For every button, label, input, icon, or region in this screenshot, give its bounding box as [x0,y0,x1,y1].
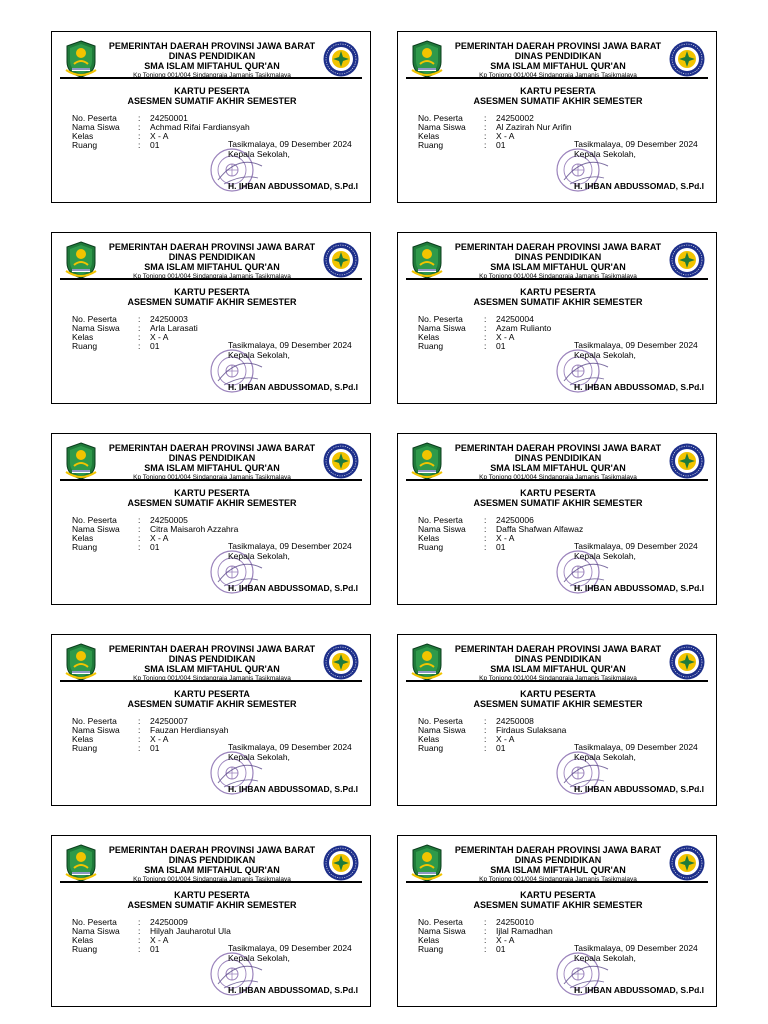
field-label: Ruang [418,140,444,150]
field-label: Kelas [418,131,440,141]
field-label: No. Peserta [418,113,463,123]
field-label: No. Peserta [418,515,463,525]
field-label: No. Peserta [418,716,463,726]
field-label: Ruang [72,140,98,150]
school-logo-icon [668,442,706,480]
school-address: Kp Tonjong 001/004 Sindangraja Jamanis Tasikmalaya [133,675,291,682]
field-ruang [72,744,228,753]
school-name: SMA ISLAM MIFTAHUL QUR'AN [144,262,280,272]
field-colon: : [138,533,141,543]
card-title [398,891,718,910]
school-header [104,845,320,884]
school-name: SMA ISLAM MIFTAHUL QUR'AN [490,61,626,71]
card-title [52,87,372,106]
field-label: Ruang [72,341,98,351]
signature-block [574,542,698,561]
participant-number: 24250007 [150,716,188,726]
field-colon: : [484,716,487,726]
card-title [52,489,372,508]
school-logo-icon [668,643,706,681]
west-java-emblem-icon [64,844,98,882]
participant-number: 24250002 [496,113,534,123]
room-value: 01 [496,341,506,351]
participant-fields [418,717,566,753]
field-colon: : [138,140,141,150]
field-colon: : [138,314,141,324]
school-header [104,41,320,80]
field-label: No. Peserta [72,314,117,324]
field-colon: : [484,341,487,351]
school-header [450,644,666,683]
participant-card [51,835,371,1007]
field-colon: : [484,323,487,333]
participant-fields [418,114,572,150]
field-label: Kelas [418,533,440,543]
field-label: Kelas [72,332,94,342]
school-header [104,443,320,482]
place-date: Tasikmalaya, 09 Desember 2024 [228,943,352,953]
student-name: Al Zazirah Nur Arifin [496,122,572,132]
government-name: PEMERINTAH DAERAH PROVINSI JAWA BARAT [454,41,662,51]
field-label: Kelas [72,533,94,543]
participant-fields [418,918,553,954]
field-colon: : [138,131,141,141]
card-title-line2: ASESMEN SUMATIF AKHIR SEMESTER [127,698,297,709]
department-name: DINAS PENDIDIKAN [514,453,602,463]
department-name: DINAS PENDIDIKAN [168,252,256,262]
participant-number: 24250006 [496,515,534,525]
school-logo-icon [322,442,360,480]
signer-name: H. IHBAN ABDUSSOMAD, S.Pd.I [228,382,359,392]
field-colon: : [138,926,141,936]
signature-block [228,743,352,762]
department-name: DINAS PENDIDIKAN [168,855,256,865]
field-label: Nama Siswa [418,926,466,936]
school-address: Kp Tonjong 001/004 Sindangraja Jamanis Tasikmalaya [479,876,637,883]
participant-number: 24250010 [496,917,534,927]
header-divider [60,680,362,682]
card-title-line1: KARTU PESERTA [174,488,250,498]
class-value: X - A [150,734,169,744]
field-colon: : [484,917,487,927]
card-title-line2: ASESMEN SUMATIF AKHIR SEMESTER [473,899,643,910]
field-colon: : [138,332,141,342]
field-colon: : [484,926,487,936]
signer-role: Kepala Sekolah, [574,550,636,561]
card-title-line1: KARTU PESERTA [520,488,596,498]
header-divider [406,881,708,883]
field-label: Nama Siswa [418,122,466,132]
place-date: Tasikmalaya, 09 Desember 2024 [574,139,698,149]
signer-role: Kepala Sekolah, [574,952,636,963]
field-label: Kelas [418,734,440,744]
signer-role: Kepala Sekolah, [228,550,290,561]
school-name: SMA ISLAM MIFTAHUL QUR'AN [144,664,280,674]
field-label: Nama Siswa [72,725,120,735]
student-name: Daffa Shafwan Alfawaz [496,524,584,534]
student-name: Achmad Rifai Fardiansyah [150,122,250,132]
field-label: Ruang [418,944,444,954]
header-divider [406,77,708,79]
field-ruang [72,342,198,351]
field-label: No. Peserta [72,917,117,927]
card-title-line2: ASESMEN SUMATIF AKHIR SEMESTER [127,95,297,106]
school-address: Kp Tonjong 001/004 Sindangraja Jamanis Tasikmalaya [133,273,291,280]
school-name: SMA ISLAM MIFTAHUL QUR'AN [144,463,280,473]
room-value: 01 [150,743,160,753]
field-ruang [418,342,551,351]
field-colon: : [138,113,141,123]
department-name: DINAS PENDIDIKAN [514,252,602,262]
header-divider [60,77,362,79]
west-java-emblem-icon [410,241,444,279]
signer-role: Kepala Sekolah, [574,751,636,762]
signer-role: Kepala Sekolah, [228,952,290,963]
card-title-line1: KARTU PESERTA [520,287,596,297]
class-value: X - A [496,935,515,945]
place-date: Tasikmalaya, 09 Desember 2024 [574,340,698,350]
school-address: Kp Tonjong 001/004 Sindangraja Jamanis Tasikmalaya [479,273,637,280]
government-name: PEMERINTAH DAERAH PROVINSI JAWA BARAT [108,845,316,855]
card-title-line1: KARTU PESERTA [174,689,250,699]
field-colon: : [484,725,487,735]
school-address: Kp Tonjong 001/004 Sindangraja Jamanis Tasikmalaya [133,876,291,883]
card-title-line2: ASESMEN SUMATIF AKHIR SEMESTER [473,698,643,709]
place-date: Tasikmalaya, 09 Desember 2024 [228,340,352,350]
place-date: Tasikmalaya, 09 Desember 2024 [228,541,352,551]
school-address: Kp Tonjong 001/004 Sindangraja Jamanis Tasikmalaya [133,474,291,481]
signer-name: H. IHBAN ABDUSSOMAD, S.Pd.I [574,784,705,794]
school-address: Kp Tonjong 001/004 Sindangraja Jamanis Tasikmalaya [479,675,637,682]
government-name: PEMERINTAH DAERAH PROVINSI JAWA BARAT [454,443,662,453]
west-java-emblem-icon [410,844,444,882]
department-name: DINAS PENDIDIKAN [168,51,256,61]
place-date: Tasikmalaya, 09 Desember 2024 [228,742,352,752]
signer-role: Kepala Sekolah, [228,148,290,159]
participant-fields [72,315,198,351]
student-name: Hilyah Jauharotul Ula [150,926,231,936]
field-colon: : [484,113,487,123]
field-colon: : [484,944,487,954]
field-label: No. Peserta [72,716,117,726]
card-title-line1: KARTU PESERTA [520,689,596,699]
header-divider [406,278,708,280]
field-ruang [418,141,572,150]
participant-number: 24250009 [150,917,188,927]
school-address: Kp Tonjong 001/004 Sindangraja Jamanis Tasikmalaya [479,72,637,79]
header-divider [60,479,362,481]
west-java-emblem-icon [64,40,98,78]
card-title-line2: ASESMEN SUMATIF AKHIR SEMESTER [127,497,297,508]
field-label: Nama Siswa [72,122,120,132]
school-name: SMA ISLAM MIFTAHUL QUR'AN [490,262,626,272]
field-label: Nama Siswa [418,323,466,333]
west-java-emblem-icon [64,241,98,279]
field-colon: : [138,122,141,132]
government-name: PEMERINTAH DAERAH PROVINSI JAWA BARAT [454,845,662,855]
participant-number: 24250001 [150,113,188,123]
field-label: Nama Siswa [72,926,120,936]
class-value: X - A [496,131,515,141]
field-ruang [72,945,231,954]
field-label: Kelas [72,131,94,141]
participant-fields [72,918,231,954]
class-value: X - A [150,533,169,543]
field-colon: : [138,716,141,726]
field-colon: : [138,743,141,753]
student-name: Fauzan Herdiansyah [150,725,229,735]
card-title-line2: ASESMEN SUMATIF AKHIR SEMESTER [473,296,643,307]
school-name: SMA ISLAM MIFTAHUL QUR'AN [490,865,626,875]
room-value: 01 [150,944,160,954]
field-label: Ruang [72,743,98,753]
field-colon: : [484,140,487,150]
participant-card [51,433,371,605]
field-ruang [418,744,566,753]
field-kelas [72,132,250,141]
participant-fields [72,717,228,753]
card-title [52,690,372,709]
card-title-line2: ASESMEN SUMATIF AKHIR SEMESTER [473,497,643,508]
government-name: PEMERINTAH DAERAH PROVINSI JAWA BARAT [108,41,316,51]
signer-name: H. IHBAN ABDUSSOMAD, S.Pd.I [228,985,359,995]
header-divider [406,680,708,682]
class-value: X - A [150,935,169,945]
school-logo-icon [668,40,706,78]
department-name: DINAS PENDIDIKAN [514,855,602,865]
signature-block [228,140,352,159]
field-colon: : [484,734,487,744]
school-header [450,845,666,884]
field-label: No. Peserta [418,314,463,324]
signature-block [228,542,352,561]
field-colon: : [138,734,141,744]
room-value: 01 [496,743,506,753]
school-name: SMA ISLAM MIFTAHUL QUR'AN [490,664,626,674]
signer-role: Kepala Sekolah, [228,751,290,762]
card-title [398,690,718,709]
field-colon: : [138,515,141,525]
signer-name: H. IHBAN ABDUSSOMAD, S.Pd.I [228,784,359,794]
participant-number: 24250003 [150,314,188,324]
card-title-line1: KARTU PESERTA [174,890,250,900]
field-label: Kelas [418,935,440,945]
signer-name: H. IHBAN ABDUSSOMAD, S.Pd.I [574,583,705,593]
field-label: Ruang [418,743,444,753]
card-title [52,288,372,307]
class-value: X - A [496,734,515,744]
west-java-emblem-icon [410,40,444,78]
card-title [398,489,718,508]
signer-role: Kepala Sekolah, [228,349,290,360]
signer-name: H. IHBAN ABDUSSOMAD, S.Pd.I [574,382,705,392]
field-colon: : [138,935,141,945]
department-name: DINAS PENDIDIKAN [514,654,602,664]
west-java-emblem-icon [64,643,98,681]
school-logo-icon [322,643,360,681]
school-header [104,242,320,281]
place-date: Tasikmalaya, 09 Desember 2024 [574,943,698,953]
field-ruang [418,945,553,954]
signature-block [574,341,698,360]
field-colon: : [484,935,487,945]
participant-fields [418,315,551,351]
field-colon: : [138,341,141,351]
participant-number: 24250005 [150,515,188,525]
school-header [450,443,666,482]
field-colon: : [484,515,487,525]
school-name: SMA ISLAM MIFTAHUL QUR'AN [144,865,280,875]
field-label: Kelas [72,935,94,945]
school-header [104,644,320,683]
room-value: 01 [496,542,506,552]
field-label: Nama Siswa [72,524,120,534]
field-colon: : [138,524,141,534]
student-name: Ijlal Ramadhan [496,926,553,936]
participant-card [397,31,717,203]
signature-block [574,140,698,159]
student-name: Firdaus Sulaksana [496,725,567,735]
field-colon: : [484,533,487,543]
field-nama-siswa [418,726,566,735]
field-label: No. Peserta [418,917,463,927]
card-title-line2: ASESMEN SUMATIF AKHIR SEMESTER [127,296,297,307]
government-name: PEMERINTAH DAERAH PROVINSI JAWA BARAT [454,644,662,654]
student-name: Arla Larasati [150,323,198,333]
header-divider [406,479,708,481]
participant-card [51,634,371,806]
school-address: Kp Tonjong 001/004 Sindangraja Jamanis Tasikmalaya [479,474,637,481]
room-value: 01 [496,140,506,150]
government-name: PEMERINTAH DAERAH PROVINSI JAWA BARAT [108,242,316,252]
field-label: Ruang [418,341,444,351]
participant-card [51,31,371,203]
class-value: X - A [150,332,169,342]
card-title-line1: KARTU PESERTA [174,86,250,96]
student-name: Citra Maisaroh Azzahra [150,524,239,534]
government-name: PEMERINTAH DAERAH PROVINSI JAWA BARAT [108,443,316,453]
room-value: 01 [496,944,506,954]
header-divider [60,278,362,280]
header-divider [60,881,362,883]
signer-role: Kepala Sekolah, [574,349,636,360]
field-label: Ruang [72,944,98,954]
field-label: Ruang [72,542,98,552]
card-title-line2: ASESMEN SUMATIF AKHIR SEMESTER [473,95,643,106]
participant-number: 24250004 [496,314,534,324]
card-title [398,288,718,307]
class-value: X - A [496,332,515,342]
signer-name: H. IHBAN ABDUSSOMAD, S.Pd.I [574,985,705,995]
room-value: 01 [150,140,160,150]
field-colon: : [484,524,487,534]
government-name: PEMERINTAH DAERAH PROVINSI JAWA BARAT [108,644,316,654]
school-address: Kp Tonjong 001/004 Sindangraja Jamanis Tasikmalaya [133,72,291,79]
school-logo-icon [322,241,360,279]
card-title [398,87,718,106]
signature-block [574,743,698,762]
field-colon: : [484,332,487,342]
field-label: Nama Siswa [418,524,466,534]
field-label: Nama Siswa [418,725,466,735]
place-date: Tasikmalaya, 09 Desember 2024 [574,742,698,752]
field-label: No. Peserta [72,113,117,123]
room-value: 01 [150,542,160,552]
field-colon: : [138,944,141,954]
signer-name: H. IHBAN ABDUSSOMAD, S.Pd.I [228,583,359,593]
card-title [52,891,372,910]
student-name: Azam Rulianto [496,323,552,333]
field-label: Kelas [72,734,94,744]
school-logo-icon [668,844,706,882]
school-logo-icon [322,40,360,78]
card-title-line2: ASESMEN SUMATIF AKHIR SEMESTER [127,899,297,910]
participant-card [51,232,371,404]
field-colon: : [484,542,487,552]
signer-name: H. IHBAN ABDUSSOMAD, S.Pd.I [574,181,705,191]
department-name: DINAS PENDIDIKAN [168,654,256,664]
participant-card [397,232,717,404]
place-date: Tasikmalaya, 09 Desember 2024 [574,541,698,551]
field-colon: : [138,917,141,927]
participant-card [397,433,717,605]
field-nama-siswa [418,123,572,132]
west-java-emblem-icon [410,643,444,681]
room-value: 01 [150,341,160,351]
signer-name: H. IHBAN ABDUSSOMAD, S.Pd.I [228,181,359,191]
school-name: SMA ISLAM MIFTAHUL QUR'AN [144,61,280,71]
field-colon: : [484,314,487,324]
west-java-emblem-icon [410,442,444,480]
place-date: Tasikmalaya, 09 Desember 2024 [228,139,352,149]
class-value: X - A [150,131,169,141]
field-label: Nama Siswa [72,323,120,333]
participant-card [397,634,717,806]
signer-role: Kepala Sekolah, [574,148,636,159]
field-colon: : [138,323,141,333]
signature-block [228,341,352,360]
field-colon: : [138,725,141,735]
field-colon: : [484,131,487,141]
participant-card [397,835,717,1007]
west-java-emblem-icon [64,442,98,480]
field-label: Kelas [418,332,440,342]
class-value: X - A [496,533,515,543]
school-header [450,41,666,80]
signature-block [574,944,698,963]
card-title-line1: KARTU PESERTA [520,86,596,96]
participant-number: 24250008 [496,716,534,726]
signature-block [228,944,352,963]
school-logo-icon [668,241,706,279]
government-name: PEMERINTAH DAERAH PROVINSI JAWA BARAT [454,242,662,252]
field-label: Ruang [418,542,444,552]
field-label: No. Peserta [72,515,117,525]
school-header [450,242,666,281]
school-logo-icon [322,844,360,882]
department-name: DINAS PENDIDIKAN [514,51,602,61]
field-colon: : [484,743,487,753]
card-title-line1: KARTU PESERTA [174,287,250,297]
field-colon: : [484,122,487,132]
department-name: DINAS PENDIDIKAN [168,453,256,463]
field-colon: : [138,542,141,552]
card-title-line1: KARTU PESERTA [520,890,596,900]
school-name: SMA ISLAM MIFTAHUL QUR'AN [490,463,626,473]
